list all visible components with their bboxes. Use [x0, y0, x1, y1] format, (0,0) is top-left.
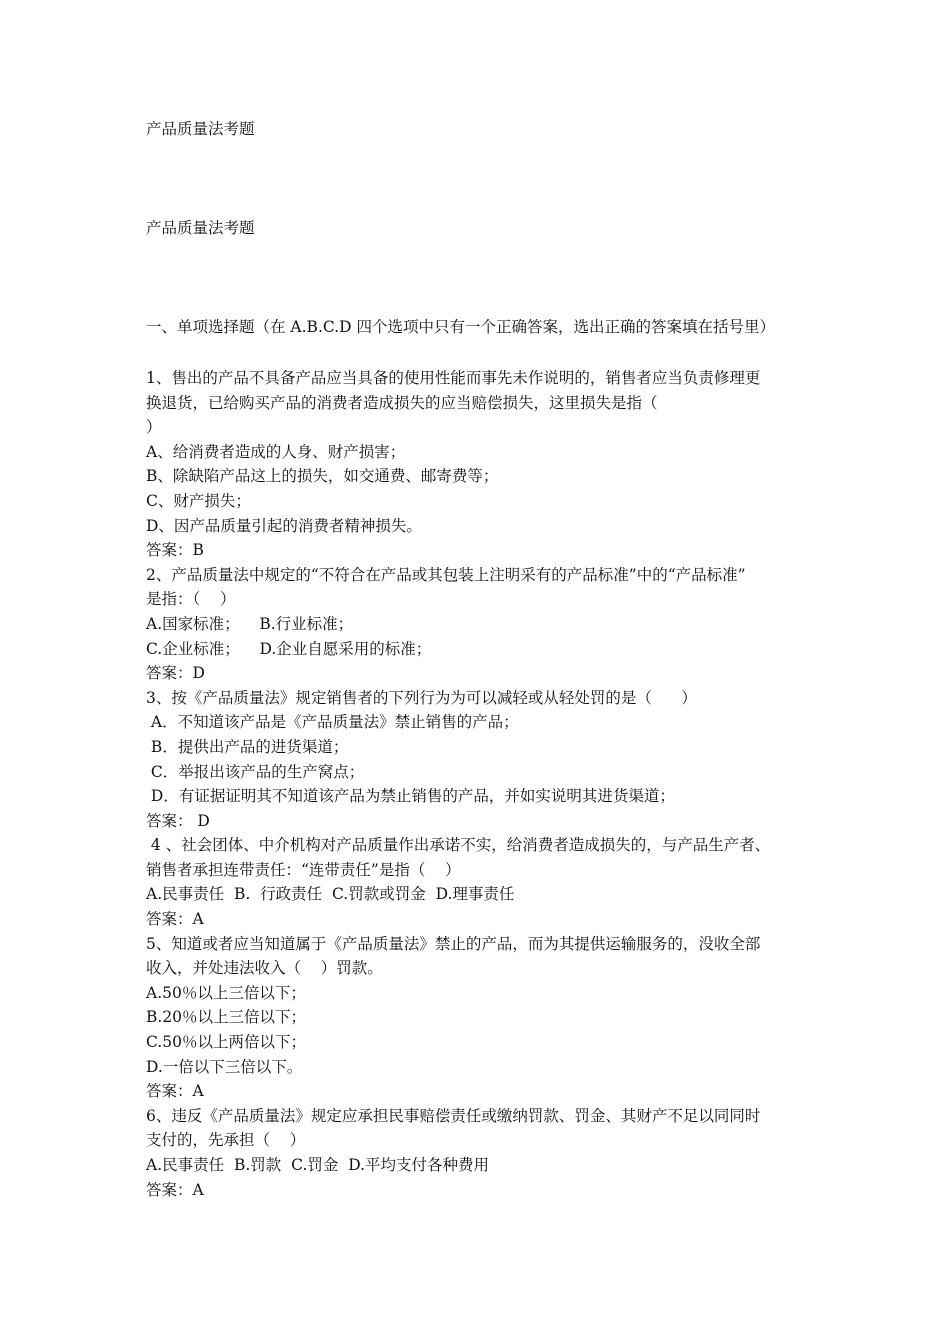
question-block	[146, 366, 816, 563]
question-stem-line: 4 、社会团体、中介机构对产品质量作出承诺不实，给消费者造成损失的，与产品生产者、	[146, 836, 771, 855]
answer-key: 答案：A	[146, 910, 204, 929]
question-block	[146, 833, 816, 931]
answer-option: C.50％以上两倍以下；	[146, 1033, 306, 1052]
question-block	[146, 686, 816, 834]
question-stem-line: 收入，并处违法收入（ ）罚款。	[146, 959, 383, 978]
answer-option: A.50％以上三倍以下；	[146, 983, 306, 1002]
question-stem-line: 换退货，已给购买产品的消费者造成损失的应当赔偿损失，这里损失是指（	[146, 393, 658, 412]
answer-option: A．不知道该产品是《产品质量法》禁止销售的产品；	[146, 713, 519, 732]
answer-key: 答案：D	[146, 664, 205, 683]
question-stem-line: 销售者承担连带责任：“连带责任”是指（ ）	[146, 860, 461, 879]
answer-option: C．举报出该产品的生产窝点；	[146, 762, 365, 781]
answer-option: B.20％以上三倍以下；	[146, 1008, 307, 1027]
question-stem-line: 1、售出的产品不具备产品应当具备的使用性能而事先未作说明的，销售者应当负责修理更	[146, 369, 761, 387]
answer-option: A.民事责任 B. 行政责任 C.罚款或罚金 D.理事责任	[146, 885, 515, 904]
document-title: 产品质量法考题	[146, 120, 255, 138]
document-subtitle: 产品质量法考题	[146, 219, 255, 237]
answer-option: D、因产品质量引起的消费者精神损失。	[146, 516, 422, 535]
section-heading: 一、单项选择题（在 A.B.C.D 四个选项中只有一个正确答案，选出正确的答案填在括号里）	[146, 318, 775, 336]
answer-key: 答案：B	[146, 541, 204, 560]
question-block	[146, 1104, 816, 1202]
answer-key: 答案：A	[146, 1082, 204, 1101]
answer-option: B、除缺陷产品这上的损失，如交通费、邮寄费等；	[146, 467, 499, 486]
question-stem-line: 6、违反《产品质量法》规定应承担民事赔偿责任或缴纳罚款、罚金、其财产不足以同同时	[146, 1106, 761, 1125]
question-stem-line: 3、按《产品质量法》规定销售者的下列行为为可以减轻或从轻处罚的是（ ）	[146, 688, 697, 707]
answer-option: D．有证据证明其不知道该产品为禁止销售的产品，并如实说明其进货渠道；	[146, 787, 675, 806]
question-stem-line: 支付的，先承担（ ）	[146, 1131, 306, 1150]
answer-option: C、财产损失；	[146, 491, 251, 510]
answer-option: D.一倍以下三倍以下。	[146, 1057, 303, 1076]
question-list	[146, 366, 816, 1202]
answer-option: B．提供出产品的进货渠道；	[146, 737, 349, 756]
question-stem-line: 5、知道或者应当知道属于《产品质量法》禁止的产品，而为其提供运输服务的，没收全部	[146, 934, 761, 953]
answer-option: A.民事责任 B.罚款 C.罚金 D.平均支付各种费用	[146, 1156, 490, 1174]
question-stem-line: 2、产品质量法中规定的“不符合在产品或其包装上注明采有的产品标准”中的“产品标准”	[146, 565, 746, 584]
answer-key: 答案： D	[146, 811, 210, 830]
question-stem-line: ）	[146, 418, 162, 437]
question-block	[146, 563, 816, 686]
answer-option: A.国家标准； B.行业标准；	[146, 614, 354, 633]
question-block	[146, 932, 816, 1104]
answer-key: 答案：A	[146, 1180, 204, 1199]
answer-option: C.企业标准； D.企业自愿采用的标准；	[146, 639, 432, 658]
question-stem-line: 是指：（ ）	[146, 590, 236, 609]
answer-option: A、给消费者造成的人身、财产损害；	[146, 442, 406, 461]
